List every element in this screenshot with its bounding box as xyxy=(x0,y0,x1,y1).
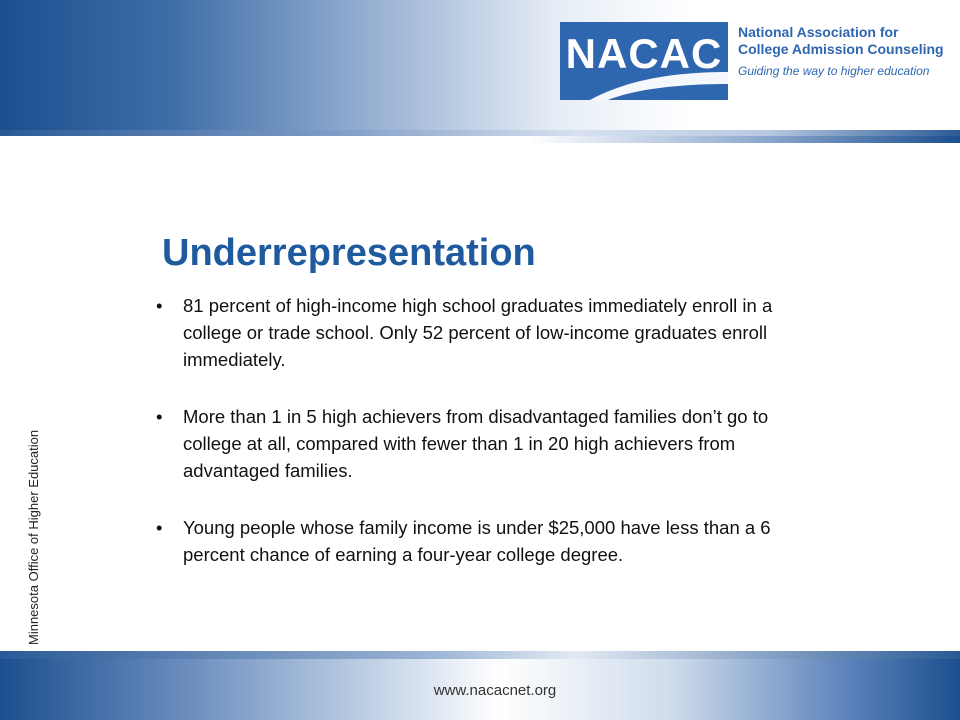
bullet-point-icon: • xyxy=(156,295,163,316)
bullet-point-icon: • xyxy=(156,517,163,538)
nacac-logo xyxy=(560,22,728,100)
bullet-point-icon: • xyxy=(156,406,163,427)
slide-title: Underrepresentation xyxy=(162,232,536,274)
bullet-item xyxy=(150,514,830,568)
side-caption: Minnesota Office of Higher Education xyxy=(26,429,41,645)
bullet-text: More than 1 in 5 high achievers from disadvantaged families don’t go to college at all, compared with fewer than 1 in 20 high achievers from advantaged families. xyxy=(183,406,769,481)
bullet-item xyxy=(150,403,830,484)
bullet-text: Young people whose family income is under $25,000 have less than a 6 percent chance of earning a four-year college degree. xyxy=(183,517,771,565)
organization-name xyxy=(738,24,944,58)
org-name-line2: College Admission Counseling xyxy=(738,41,944,57)
footer-divider xyxy=(0,651,960,659)
bullet-text: 81 percent of high-income high school graduates immediately enroll in a college or trade school. Only 52 percent of low-income graduates enroll immediately. xyxy=(183,295,773,370)
footer-url: www.nacacnet.org xyxy=(433,682,557,699)
bullet-item xyxy=(150,292,830,373)
organization-tagline: Guiding the way to higher education xyxy=(738,64,930,78)
logo-wordmark: NACAC xyxy=(565,30,723,77)
org-name-line1: National Association for xyxy=(738,24,899,40)
header-divider-accent xyxy=(0,136,960,143)
bullet-list xyxy=(150,292,830,598)
